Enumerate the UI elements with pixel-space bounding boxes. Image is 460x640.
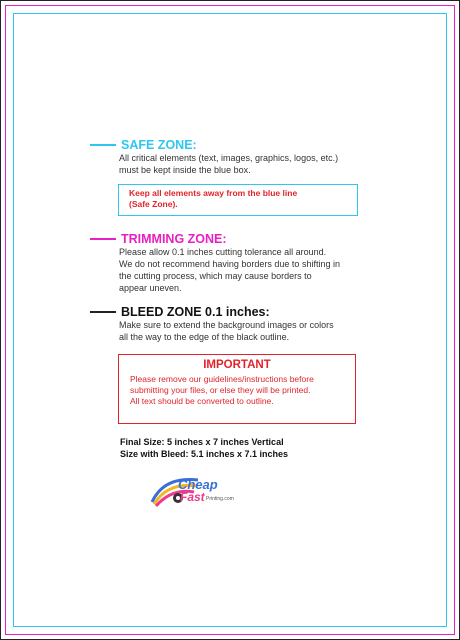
logo-word-cheap: Cheap [178, 477, 218, 492]
safe-zone-dash [90, 144, 116, 146]
trimming-zone-body: Please allow 0.1 inches cutting tolerance all around. We do not recommend having borders due to shifting in the cutting process, which may cause borders to appear uneven. [119, 247, 340, 293]
bleed-zone-title: BLEED ZONE 0.1 inches: [121, 305, 270, 319]
bleed-zone-dash [90, 311, 116, 313]
size-info [120, 436, 288, 460]
logo-word-fast: Fast [180, 490, 205, 504]
trimming-zone-section [90, 232, 340, 294]
logo-word-printing: Printing.com [206, 496, 234, 502]
trimming-zone-title: TRIMMING ZONE: [121, 232, 227, 246]
logo [118, 472, 248, 512]
bleed-zone-section [90, 305, 334, 343]
important-body: Please remove our guidelines/instructions before submitting your files, or else they will be printed. All text should be converted to outline. [130, 374, 314, 406]
bleed-size: Size with Bleed: 5.1 inches x 7.1 inches [120, 449, 289, 459]
safe-zone-title: SAFE ZONE: [121, 138, 197, 152]
important-box [118, 354, 356, 424]
bleed-zone-body: Make sure to extend the background images or colors all the way to the edge of the black outline. [119, 320, 334, 342]
final-size: Final Size: 5 inches x 7 inches Vertical [120, 437, 284, 447]
important-title: IMPORTANT [203, 359, 271, 371]
safe-zone-section [90, 138, 338, 176]
safe-zone-body: All critical elements (text, images, graphics, logos, etc.) must be kept inside the blue box. [119, 153, 339, 175]
trimming-zone-dash [90, 238, 116, 240]
safe-zone-box: Keep all elements away from the blue line (Safe Zone). [118, 184, 358, 216]
